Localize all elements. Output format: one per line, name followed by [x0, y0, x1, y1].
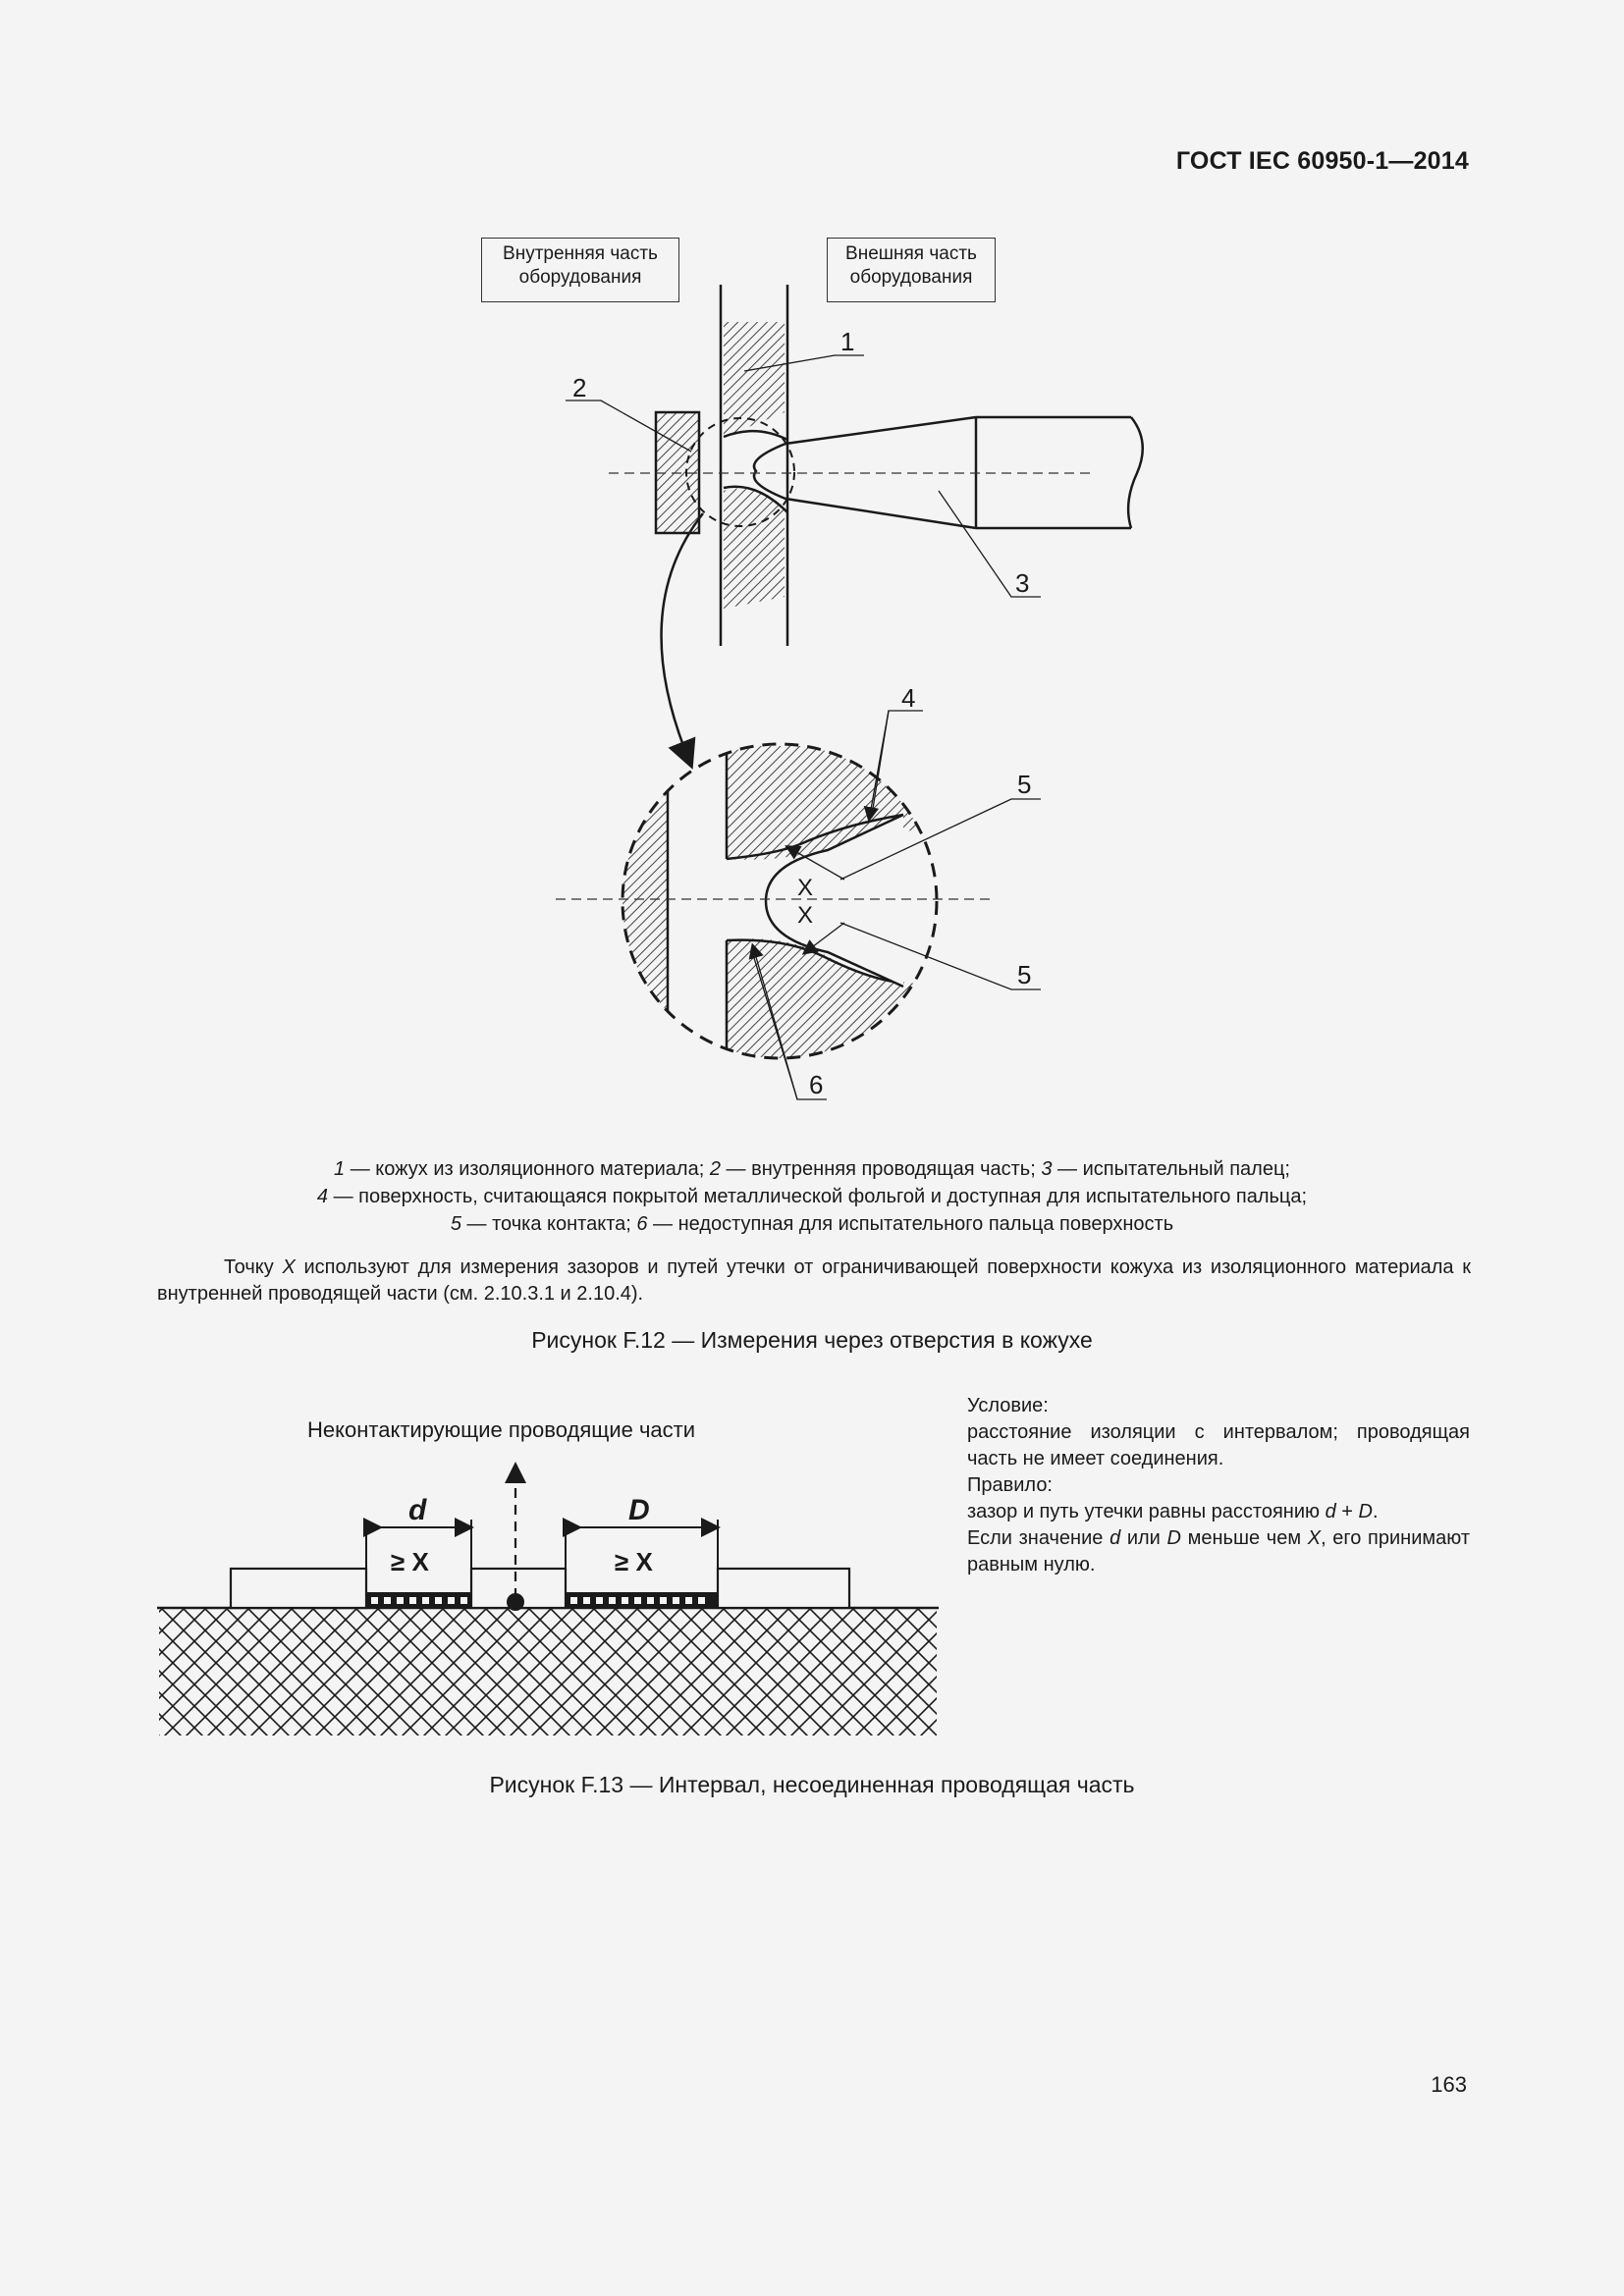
- x-mark-bottom: X: [797, 902, 814, 929]
- detail-contents: [619, 744, 962, 1080]
- conductive-part-left: [231, 1569, 366, 1608]
- gap-D-min: ≥ X: [615, 1547, 653, 1576]
- floating-node: [507, 1593, 524, 1611]
- conductive-part-right: [718, 1569, 849, 1608]
- gap-strip-left: [366, 1592, 471, 1608]
- figure13-title: Неконтактирующие проводящие части: [307, 1417, 696, 1442]
- x-mark-top: X: [797, 875, 814, 901]
- insulating-substrate: [159, 1608, 937, 1735]
- document-id: ГОСТ IEC 60950-1—2014: [1175, 147, 1469, 175]
- label-5-bottom: 5: [1017, 960, 1032, 989]
- figure13-caption: Рисунок F.13 — Интервал, несоединенная проводящая часть: [489, 1772, 1135, 1797]
- inner-equipment-box: Внутренняя часть оборудования: [481, 238, 679, 302]
- label-2: 2: [572, 373, 587, 402]
- label-5-top: 5: [1017, 770, 1032, 799]
- label-3: 3: [1015, 568, 1030, 598]
- figure12-caption: Рисунок F.12 — Измерения через отверстия в кожухе: [531, 1327, 1093, 1353]
- label-6: 6: [809, 1070, 824, 1099]
- figure12-note: Точку X используют для измерения зазоров и путей утечки от ограничивающей поверхности кожуха из изоляционного материала к внутренней проводящей части (см. 2.10.3.1 и 2.10.4).: [157, 1256, 1471, 1305]
- figure13-condition-text: Условие: расстояние изоляции с интервалом; проводящая часть не имеет соединения. Правило: зазор и путь утечки равны расстоянию d + D. Если значение d или D меньше чем X, его принимают равным нулю.: [967, 1395, 1470, 1575]
- figure12-legend: 1 — кожух из изоляционного материала; 2 — внутренняя проводящая часть; 3 — испытательный палец; 4 — поверхность, считающаяся покрытой металлической фольгой и доступная для испытательного пальца; 5 — точка контакта; 6 — недоступная для испытательного пальца поверхность: [316, 1158, 1308, 1235]
- D-label: D: [628, 1494, 650, 1526]
- page-number: 163: [1431, 2072, 1467, 2097]
- detail-arrow: [662, 513, 703, 756]
- outer-equipment-box: Внешняя часть оборудования: [827, 238, 996, 302]
- label-4: 4: [901, 683, 916, 713]
- d-label: d: [408, 1494, 427, 1526]
- gap-d-min: ≥ X: [391, 1547, 429, 1576]
- gap-strip-right: [566, 1592, 718, 1608]
- label-1: 1: [840, 327, 855, 356]
- figure-f12-diagram: [0, 0, 1624, 1129]
- leader-lines: [566, 355, 1041, 597]
